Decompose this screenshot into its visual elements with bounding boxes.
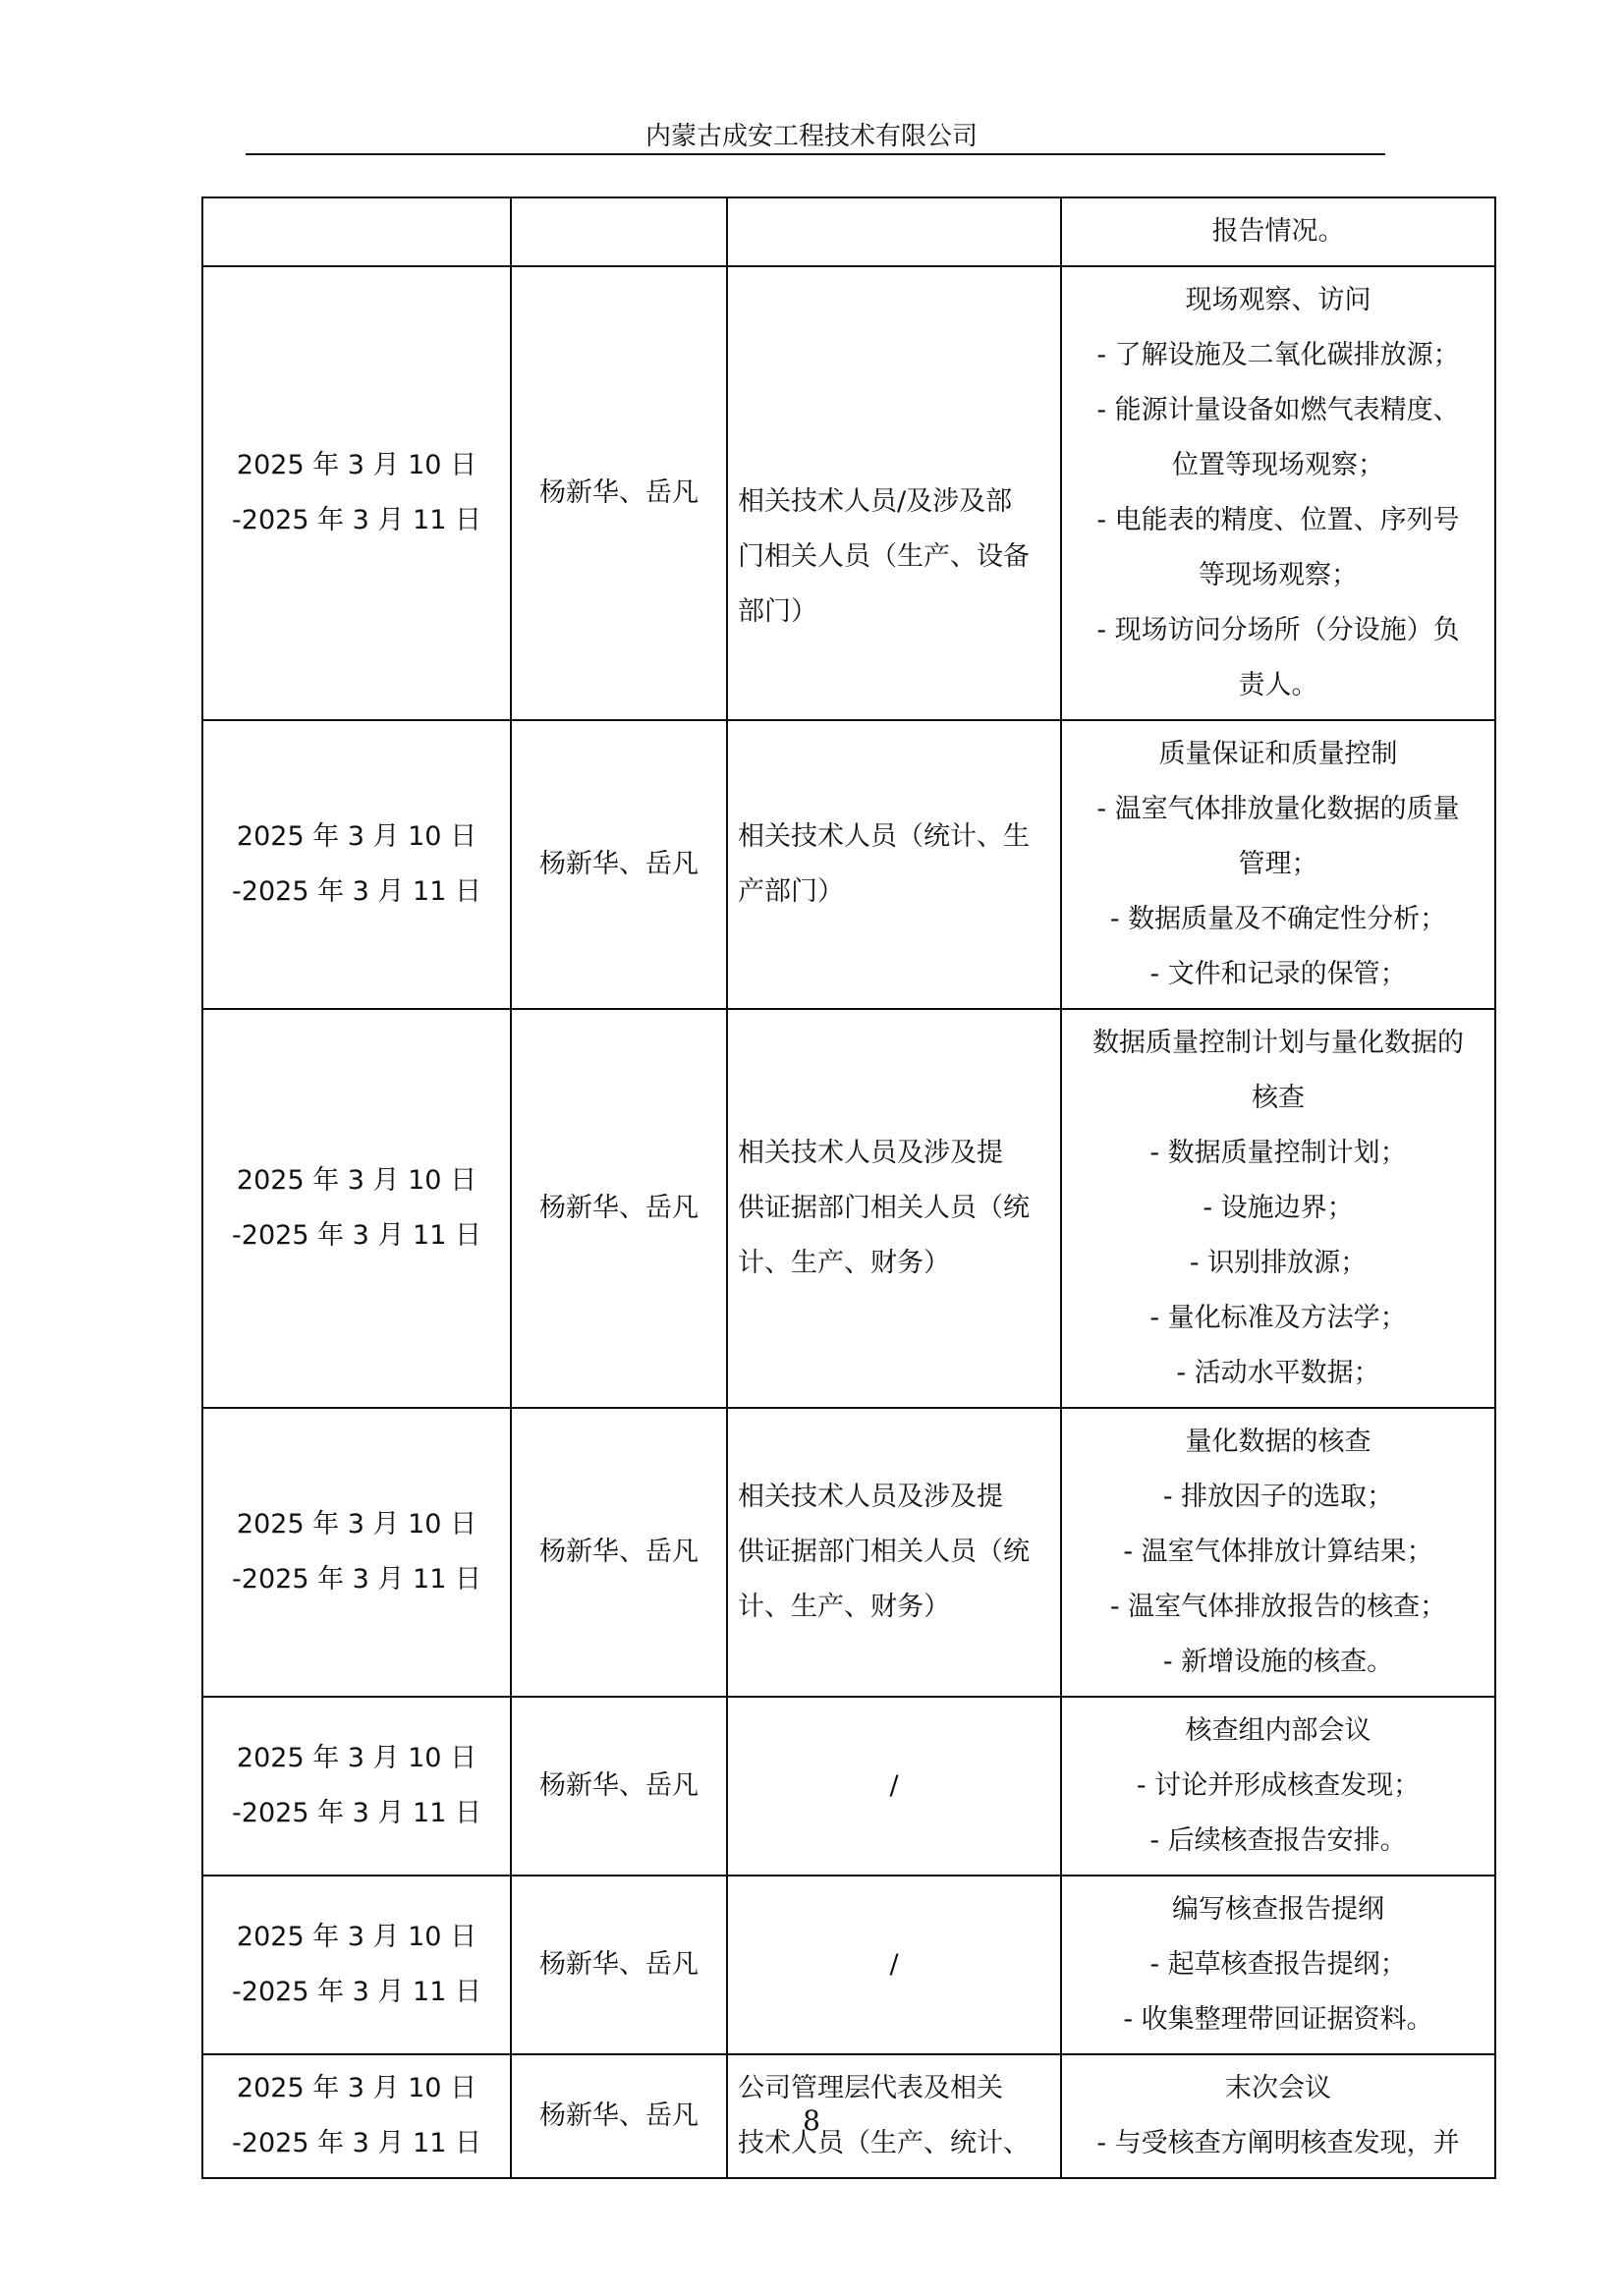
date-end: -2025 年 3 月 11 日 — [232, 1220, 481, 1251]
table-row — [202, 1876, 1495, 2054]
participants-cell — [727, 1876, 1061, 2054]
content-line: - 排放因子的选取； — [1162, 1482, 1394, 1512]
content-line: 数据质量控制计划与量化数据的 — [1092, 1028, 1464, 1058]
content-line: - 温室气体排放量化数据的质量 — [1096, 794, 1460, 824]
participants-line: 供证据部门相关人员（统 — [738, 1537, 1030, 1567]
content-line: - 温室气体排放计算结果； — [1123, 1537, 1433, 1567]
content-cell — [1061, 197, 1495, 266]
date-start: 2025 年 3 月 10 日 — [236, 1743, 477, 1773]
participants-line: 门相关人员（生产、设备 — [738, 541, 1030, 572]
table-row — [202, 1009, 1495, 1408]
content-cell — [1061, 1697, 1495, 1876]
date-cell — [202, 1697, 511, 1876]
date-end: -2025 年 3 月 11 日 — [232, 505, 481, 535]
participants-line: 相关技术人员及涉及提 — [738, 1138, 1003, 1168]
content-line: - 活动水平数据； — [1176, 1358, 1380, 1388]
date-start: 2025 年 3 月 10 日 — [236, 2073, 477, 2103]
date-start: 2025 年 3 月 10 日 — [236, 821, 477, 852]
content-line: 量化数据的核查 — [1185, 1427, 1371, 1457]
content-line: - 设施边界； — [1203, 1193, 1354, 1223]
content-line: - 起草核查报告提纲； — [1149, 1949, 1407, 1980]
content-line: - 电能表的精度、位置、序列号 — [1096, 505, 1460, 535]
content-line: - 温室气体排放报告的核查； — [1109, 1592, 1447, 1622]
content-line: - 识别排放源； — [1189, 1248, 1368, 1278]
participants-cell — [727, 197, 1061, 266]
content-line: 报告情况。 — [1211, 216, 1345, 247]
date-cell — [202, 1408, 511, 1697]
people-cell: 杨新华、岳凡 — [511, 720, 727, 1009]
participants-cell — [727, 1408, 1061, 1697]
participants-cell — [727, 1009, 1061, 1408]
content-line: 编写核查报告提纲 — [1172, 1894, 1384, 1925]
content-line: - 与受核查方阐明核查发现，并 — [1096, 2128, 1460, 2158]
participants-line: 部门） — [738, 596, 817, 627]
participants-line: 计、生产、财务） — [738, 1248, 950, 1278]
content-line: - 能源计量设备如燃气表精度、 — [1096, 395, 1460, 425]
content-cell — [1061, 720, 1495, 1009]
content-line: 位置等现场观察； — [1172, 450, 1384, 480]
participants-cell — [727, 1697, 1061, 1876]
page-number: 8 — [803, 2104, 820, 2137]
participants-line: 计、生产、财务） — [738, 1592, 950, 1622]
people-cell: 杨新华、岳凡 — [511, 1697, 727, 1876]
date-cell — [202, 720, 511, 1009]
content-line: - 文件和记录的保管； — [1149, 959, 1407, 989]
content-line: 核查 — [1252, 1083, 1305, 1113]
date-end: -2025 年 3 月 11 日 — [232, 1977, 481, 2007]
participants-cell — [727, 720, 1061, 1009]
content-line: - 数据质量及不确定性分析； — [1109, 904, 1447, 934]
content-line: 管理； — [1238, 849, 1318, 879]
content-line: - 新增设施的核查。 — [1162, 1647, 1394, 1677]
company-header: 内蒙古成安工程技术有限公司 — [644, 122, 978, 151]
content-line: 质量保证和质量控制 — [1158, 739, 1398, 769]
participants-line: 相关技术人员/及涉及部 — [738, 486, 1013, 517]
people-cell: 杨新华、岳凡 — [511, 1408, 727, 1697]
people-cell: 杨新华、岳凡 — [511, 1876, 727, 2054]
people-cell: 杨新华、岳凡 — [511, 266, 727, 720]
content-cell — [1061, 266, 1495, 720]
date-end: -2025 年 3 月 11 日 — [232, 1798, 481, 1828]
participants-line: 相关技术人员及涉及提 — [738, 1482, 1003, 1512]
people-cell: 杨新华、岳凡 — [511, 2054, 727, 2178]
date-cell — [202, 266, 511, 720]
date-start: 2025 年 3 月 10 日 — [236, 1509, 477, 1540]
header-divider — [246, 153, 1385, 155]
date-start: 2025 年 3 月 10 日 — [236, 1165, 477, 1196]
content-cell — [1061, 1408, 1495, 1697]
date-end: -2025 年 3 月 11 日 — [232, 876, 481, 907]
participants-line: 技术人员（生产、统计、 — [738, 2128, 1030, 2158]
date-cell — [202, 1009, 511, 1408]
participants-line: 相关技术人员（统计、生 — [738, 821, 1030, 852]
content-line: - 了解设施及二氧化碳排放源； — [1096, 340, 1460, 370]
date-cell — [202, 197, 511, 266]
content-line: 等现场观察； — [1199, 560, 1358, 590]
content-line: - 量化标准及方法学； — [1149, 1303, 1407, 1333]
date-start: 2025 年 3 月 10 日 — [236, 450, 477, 480]
people-cell — [511, 197, 727, 266]
date-end: -2025 年 3 月 11 日 — [232, 1564, 481, 1595]
content-line: 责人。 — [1238, 670, 1318, 700]
participants-line: 产部门） — [738, 876, 844, 907]
participants-line: / — [889, 1770, 899, 1801]
content-line: - 数据质量控制计划； — [1149, 1138, 1407, 1168]
content-line: - 讨论并形成核查发现； — [1136, 1770, 1421, 1801]
table-row — [202, 1697, 1495, 1876]
table-row — [202, 197, 1495, 266]
content-line: 核查组内部会议 — [1185, 1715, 1371, 1746]
participants-line: 公司管理层代表及相关 — [738, 2073, 1003, 2103]
participants-line: 供证据部门相关人员（统 — [738, 1193, 1030, 1223]
table-row — [202, 720, 1495, 1009]
content-cell — [1061, 1009, 1495, 1408]
content-line: - 现场访问分场所（分设施）负 — [1096, 615, 1460, 645]
content-cell — [1061, 1876, 1495, 2054]
participants-line: / — [889, 1949, 899, 1980]
verification-schedule-table — [201, 196, 1496, 2179]
content-line: - 后续核查报告安排。 — [1149, 1825, 1407, 1856]
people-cell: 杨新华、岳凡 — [511, 1009, 727, 1408]
participants-cell — [727, 266, 1061, 720]
table-row — [202, 1408, 1495, 1697]
date-end: -2025 年 3 月 11 日 — [232, 2128, 481, 2158]
date-cell — [202, 1876, 511, 2054]
content-line: 现场观察、访问 — [1185, 285, 1371, 315]
content-line: - 收集整理带回证据资料。 — [1123, 2004, 1433, 2035]
date-start: 2025 年 3 月 10 日 — [236, 1922, 477, 1952]
content-line: 末次会议 — [1225, 2073, 1331, 2103]
table-row — [202, 266, 1495, 720]
